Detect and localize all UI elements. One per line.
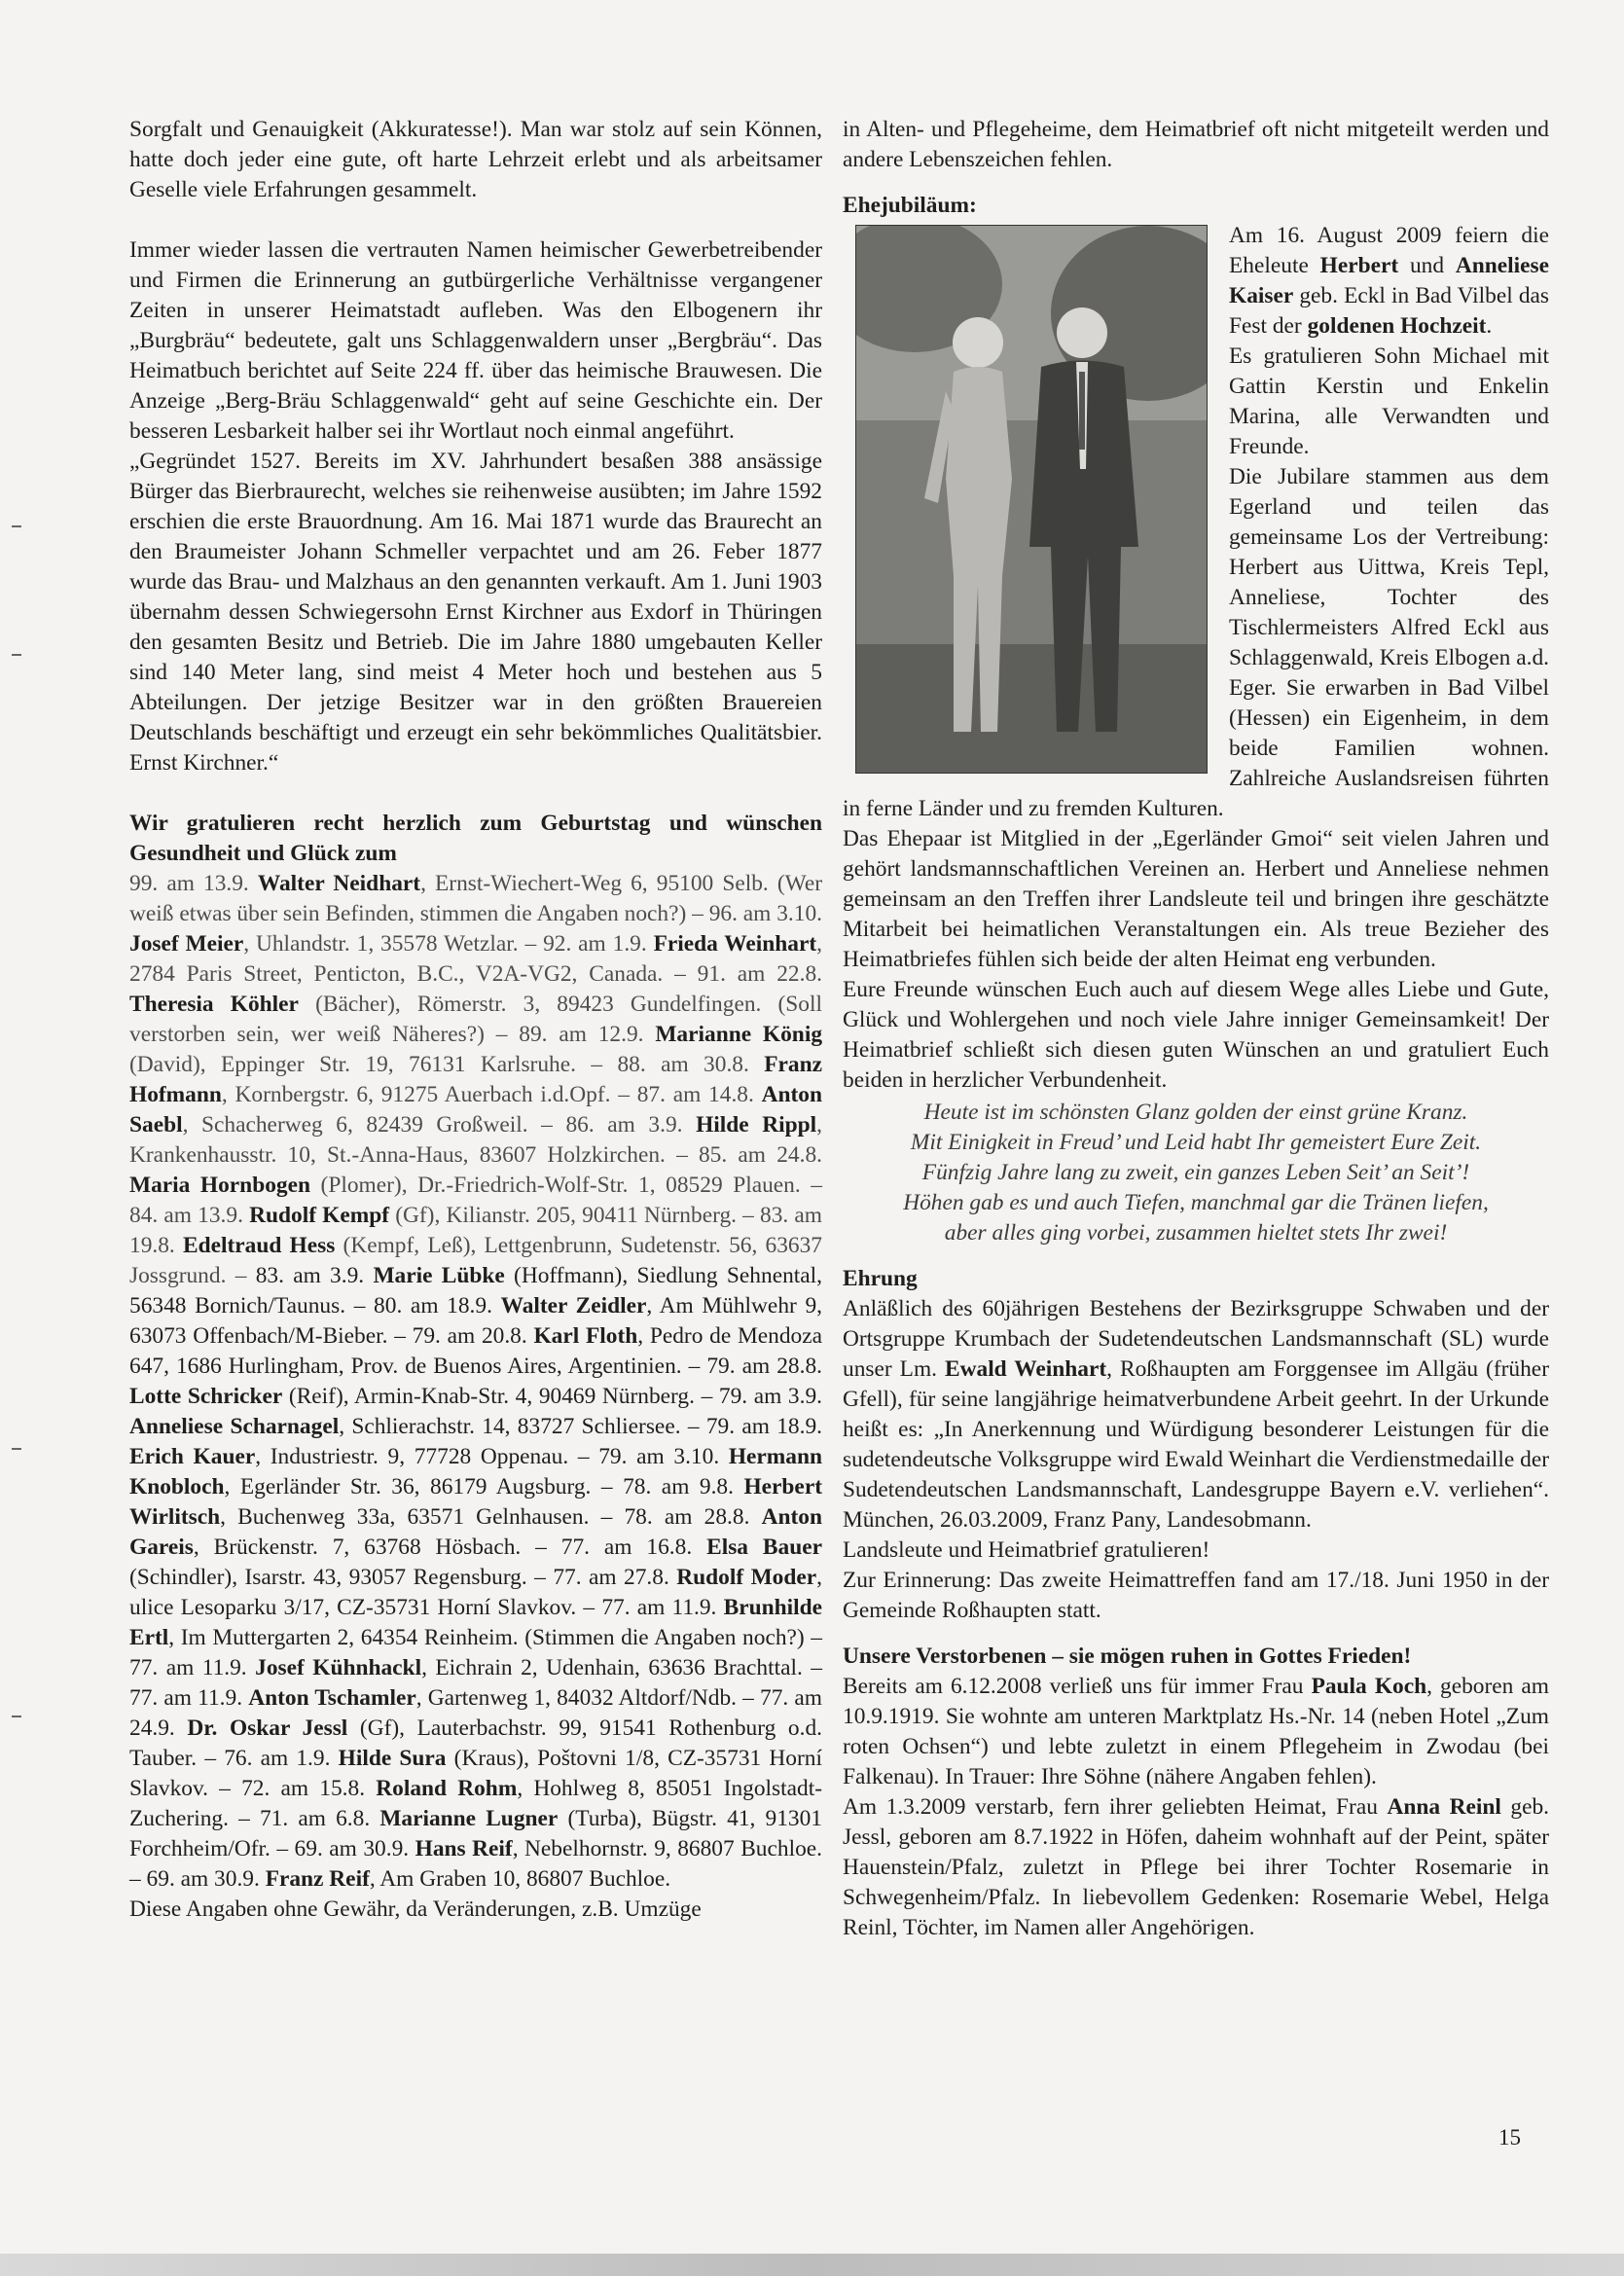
birthday-entry xyxy=(129,1655,822,1680)
poem-line: Heute ist im schönsten Glanz golden der einst grüne Kranz. xyxy=(923,1100,1468,1125)
obituary-paula-koch xyxy=(843,1672,1549,1792)
birthday-age-date: 92. am 1.9. xyxy=(543,931,654,957)
birthday-address: , Ernst-Wiechert-Weg 6, 95100 Selb. (Wer weiß etwas über sein Befinden, stimmen die Angaben noch?) – xyxy=(129,871,823,926)
birthday-address: , Brückenstr. 7, 63768 Hösbach. – xyxy=(193,1535,561,1560)
birthday-address: (Gf), Kilianstr. 205, 90411 Nürnberg. – xyxy=(389,1203,761,1228)
birthday-age-date: 77. am 11.9. xyxy=(129,1655,256,1680)
left-column xyxy=(129,115,822,1925)
text-span: Am 16. August 2009 feiern die Eheleute xyxy=(1229,223,1549,278)
section-heading-ehrung: Ehrung xyxy=(843,1266,918,1291)
birthday-age-date: 84. am 13.9. xyxy=(129,1203,250,1228)
birthday-address: (Bächer), Römerstr. 3, 89423 Gundelfingen. (Soll verstorben sein, wer weiß Näheres?) – xyxy=(129,992,823,1047)
margin-mark xyxy=(12,1448,21,1450)
birthday-name: Franz Hofmann xyxy=(129,1052,823,1107)
birthday-age-date: 79. am 28.8. xyxy=(706,1354,823,1379)
birthday-address: , Pedro de Mendoza 647, 1686 Hurlingham, Prov. de Buenos Aires, Argentinien. – xyxy=(129,1323,822,1379)
birthday-name: Roland Rohm xyxy=(376,1776,518,1801)
birthday-entry xyxy=(129,1685,760,1711)
birthday-address: , Krankenhausstr. 10, St.-Anna-Haus, 83607 Holzkirchen. – xyxy=(129,1112,822,1168)
birthday-age-date: 77. am 27.8. xyxy=(553,1565,677,1590)
person-name: Anneliese Kaiser xyxy=(1229,253,1549,308)
birthday-age-date: 79. am 3.10. xyxy=(598,1444,729,1469)
birthday-age-date: 91. am 22.8. xyxy=(697,961,822,987)
margin-mark xyxy=(12,654,21,656)
birthday-entry xyxy=(129,1203,760,1228)
poem-line: Mit Einigkeit in Freud’ und Leid habt Ihr gemeistert Eure Zeit. xyxy=(910,1130,1482,1155)
text-span: Bereits am 6.12.2008 verließ uns für immer Frau xyxy=(843,1674,1312,1699)
scan-edge xyxy=(0,2254,1624,2276)
right-column xyxy=(843,115,1549,1943)
birthday-address: (Turba), Bügstr. 41, 91301 Forchheim/Ofr. – xyxy=(129,1806,822,1861)
birthday-name: Anneliese Scharnagel xyxy=(129,1414,340,1439)
birthday-address: , Buchenweg 33a, 63571 Gelnhausen. – xyxy=(220,1504,625,1530)
birthday-name: Erich Kauer xyxy=(129,1444,256,1469)
paragraph-brewery-history: Immer wieder lassen die vertrauten Namen heimischer Gewerbetreibender und Firmen die Erinnerung an gutbürgerliche Verhältnisse vergangener Zeiten in unserer Heimatstadt aufleben. Was den Elbogenern ihr „Burgbräu“ bedeutete, galt uns Schlaggenwaldern unser „Bergbräu“. Das Heimatbuch berichtet auf Seite 224 ff. über das heimische Brauwesen. Die Anzeige „Berg-Bräu Schlaggenwald“ geht auf seine Geschichte ein. Der besseren Lesbarkeit halber sei ihr Wortlaut noch einmal angeführt. xyxy=(129,237,822,444)
birthday-age-date: 71. am 6.8. xyxy=(259,1806,380,1831)
birthday-address: , Schlierachstr. 14, 83727 Schliersee. – xyxy=(339,1414,706,1439)
birthday-age-date: 78. am 28.8. xyxy=(624,1504,762,1530)
birthday-name: Marianne König xyxy=(655,1022,823,1047)
birthday-age-date: 83. am 19.8. xyxy=(129,1203,822,1258)
birthday-name: Josef Meier xyxy=(129,931,244,957)
text-span: Am 1.3.2009 verstarb, fern ihrer geliebten Heimat, Frau xyxy=(843,1794,1388,1820)
text-span: , geboren am 10.9.1919. Sie wohnte am unteren Marktplatz Hs.-Nr. 14 (neben Hotel „Zum roten Ochsen“) und lebte zuletzt in einem Pflegeheim in Zwodau (bei Falkenau). In Trauer: Ihre Söhne (nähere Angaben fehlen). xyxy=(843,1674,1549,1789)
text-span: geb. Eckl in Bad Vilbel das Fest der xyxy=(1229,283,1549,339)
text-span: und xyxy=(1398,253,1456,278)
anniversary-congratulations: Es gratulieren Sohn Michael mit Gattin Kerstin und Enkelin Marina, alle Verwandten und Freunde. xyxy=(1229,343,1549,459)
couple-photo-illustration xyxy=(856,226,1207,773)
birthday-address: (Plomer), Dr.-Friedrich-Wolf-Str. 1, 08529 Plauen. – xyxy=(309,1173,822,1198)
section-heading-verstorbene: Unsere Verstorbenen – sie mögen ruhen in Gottes Frieden! xyxy=(843,1644,1412,1669)
birthday-name: Walter Neidhart xyxy=(257,871,421,896)
poem-line: Höhen gab es und auch Tiefen, manchmal gar die Tränen liefen, xyxy=(903,1190,1489,1215)
birthday-list xyxy=(129,869,822,1895)
birthday-address: , Eichrain 2, Udenhain, 63636 Brachttal. – xyxy=(421,1655,822,1680)
person-name: Herbert xyxy=(1319,253,1399,278)
birthday-address: (Schindler), Isarstr. 43, 93057 Regensburg. – xyxy=(129,1565,554,1590)
birthday-address: , Uhlandstr. 1, 35578 Wetzlar. – xyxy=(243,931,544,957)
birthday-age-date: 77. am 11.9. xyxy=(601,1595,724,1620)
anniversary-biography: Die Jubilare stammen aus dem Egerland und teilen das gemeinsame Los der Vertreibung: Herbert aus Uittwa, Kreis Tepl, Anneliese, Tochter des Tischlermeisters Alfred Eckl aus Schlaggenwald, Kreis Elbogen a.d. Eger. Sie erwarben in Bad Vilbel (Hessen) ein Eigenheim, in dem beide Familien wohnen. Zahlreiche Auslandsreisen führten in ferne Länder und zu fremden Kulturen. xyxy=(843,464,1549,821)
paragraph-brewery-quote: „Gegründet 1527. Bereits im XV. Jahrhundert besaßen 388 ansässige Bürger das Bierbraurecht, welches sie reihenweise ausübten; im Jahre 1592 erschien die erste Brauordnung. Am 16. Mai 1871 wurde das Braurecht an den Braumeister Johann Schmeller verpachtet und am 26. Feber 1877 wurde das Brau- und Malzhaus an den genannten verkauft. Am 1. Juni 1903 übernahm dessen Schwiegersohn Ernst Kirchner aus Exdorf in Thüringen den gesamten Besitz und Betrieb. Die im Jahre 1880 umgebauten Keller sind 140 Meter lang, sind meist 4 Meter hoch und bestehen aus 5 Abteilungen. Der jetzige Besitzer war in den größten Brauereien Deutschlands beschäftigt und erzeugt ein sehr bekömmliches Qualitätsbier. Ernst Kirchner.“ xyxy=(129,449,822,776)
margin-mark xyxy=(12,525,21,527)
person-name: Ewald Weinhart xyxy=(945,1356,1107,1382)
birthday-address: , Kornbergstr. 6, 91275 Auerbach i.d.Opf. – xyxy=(221,1082,637,1107)
birthday-age-date: 99. am 13.9. xyxy=(129,871,258,896)
birthday-name: Herbert Wirlitsch xyxy=(129,1474,822,1530)
paragraph-continuation: in Alten- und Pflegeheime, dem Heimatbrief oft nicht mitgeteilt werden und andere Lebenszeichen fehlen. xyxy=(843,117,1549,172)
birthday-heading: Wir gratulieren recht herzlich zum Geburtstag und wünschen Gesundheit und Glück zum xyxy=(129,811,822,866)
birthday-address: , Im Muttergarten 2, 64354 Reinheim. (Stimmen die Angaben noch?) – xyxy=(168,1625,822,1650)
birthday-age-date: 77. am 16.8. xyxy=(560,1535,707,1560)
margin-mark xyxy=(12,1716,21,1717)
birthday-age-date: 78. am 9.8. xyxy=(623,1474,744,1499)
birthday-address: , Gartenweg 1, 84032 Altdorf/Ndb. – xyxy=(415,1685,761,1711)
text-span: Anläßlich des 60jährigen Bestehens der Bezirksgruppe Schwaben und der Ortsgruppe Krumbach der Sudetendeutschen Landsmannschaft (SL) wurde unser Lm. xyxy=(843,1296,1549,1382)
person-name: Paula Koch xyxy=(1311,1674,1427,1699)
birthday-address: (Kempf, Leß), Lettgenbrunn, Sudetenstr. 56, 63637 Jossgrund. – xyxy=(129,1233,822,1288)
birthday-address: , Am Graben 10, 86807 Buchloe. xyxy=(369,1866,671,1892)
birthday-name: Franz Reif xyxy=(265,1866,370,1892)
poem-line: Fünfzig Jahre lang zu zweit, ein ganzes Leben Seit’ an Seit’! xyxy=(921,1160,1470,1185)
birthday-address: (Reif), Armin-Knab-Str. 4, 90469 Nürnberg. – xyxy=(282,1384,719,1409)
birthday-name: Rudolf Kempf xyxy=(249,1203,390,1228)
birthday-name: Josef Kühnhackl xyxy=(255,1655,422,1680)
paragraph-craftsmanship: Sorgfalt und Genauigkeit (Akkuratesse!). Man war stolz auf sein Können, hatte doch jeder eine gute, oft harte Lehrzeit erlebt und als arbeitsamer Geselle viele Erfahrungen gesammelt. xyxy=(129,117,822,202)
text-span: , Roßhaupten am Forggensee im Allgäu (früher Gfell), für seine langjährige heimatverbundene Arbeit geehrt. In der Urkunde heißt es: „In Anerkennung und Würdigung besonderer Leistungen für die sudetendeutsche Volksgruppe wird Ewald Weinhart die Verdienstmedaille der Sudetendeutschen Landsmannschaft, Landesgruppe Bayern e.V. verliehen“. München, 26.03.2009, Franz Pany, Landesobmann. xyxy=(843,1356,1549,1533)
birthday-address: , 2784 Paris Street, Penticton, B.C., V2A-VG2, Canada. – xyxy=(129,931,822,987)
birthday-address: , Hohlweg 8, 85051 Ingolstadt-Zuchering. – xyxy=(129,1776,823,1831)
section-heading-ehejubilaeum: Ehejubiläum: xyxy=(843,193,977,218)
birthday-address: , Schacherweg 6, 82439 Großweil. – xyxy=(182,1112,566,1138)
birthday-name: Maria Hornbogen xyxy=(129,1173,310,1198)
birthday-age-date: 83. am 3.9. xyxy=(255,1263,374,1288)
birthday-name: Rudolf Moder xyxy=(676,1565,817,1590)
birthday-name: Anton Tschamler xyxy=(248,1685,416,1711)
birthday-entry xyxy=(147,1866,671,1892)
birthday-address: (Gf), Lauterbachstr. 99, 91541 Rothenburg o.d. Tauber. – xyxy=(129,1716,822,1771)
birthday-address: , Industriestr. 9, 77728 Oppenau. – xyxy=(255,1444,599,1469)
birthday-name: Dr. Oskar Jessl xyxy=(187,1716,348,1741)
text-span: . xyxy=(1486,313,1493,339)
birthday-age-date: 89. am 12.9. xyxy=(519,1022,656,1047)
birthday-name: Hilde Sura xyxy=(338,1746,447,1771)
poem-line: aber alles ging vorbei, zusammen hieltet stets Ihr zwei! xyxy=(944,1220,1448,1246)
birthday-name: Hermann Knobloch xyxy=(129,1444,822,1499)
birthday-age-date: 69. am 30.9. xyxy=(146,1866,266,1892)
honour-paragraph xyxy=(843,1294,1549,1535)
birthday-age-date: 69. am 30.9. xyxy=(294,1836,415,1861)
birthday-name: Walter Zeidler xyxy=(500,1293,647,1319)
birthday-age-date: 79. am 3.9. xyxy=(718,1384,822,1409)
birthday-age-date: 80. am 18.9. xyxy=(374,1293,501,1319)
event-name: goldenen Hochzeit xyxy=(1307,313,1487,339)
anniversary-poem xyxy=(843,1098,1549,1248)
honour-congratulations: Landsleute und Heimatbrief gratulieren! xyxy=(843,1537,1210,1563)
anniversary-wishes: Eure Freunde wünschen Euch auch auf diesem Wege alles Liebe und Gute, Glück und Wohlergehen und noch viele Jahre inniger Gemeinsamkeit! Der Heimatbrief schließt sich diesen guten Wünschen an und gratuliert Euch beiden in herzlicher Verbundenheit. xyxy=(843,977,1549,1093)
birthday-age-date: 77. am 11.9. xyxy=(129,1685,249,1711)
birthday-name: Theresia Köhler xyxy=(129,992,299,1017)
anniversary-membership: Das Ehepaar ist Mitglied in der „Egerländer Gmoi“ seit vielen Jahren und gehört landsmannschaftlichen Vereinen an. Herbert und Anneliese nehmen gemeinsam an den Treffen ihrer Landsleute teil und bringen ihre geschätzte Mitarbeit bei heimatlichen Veranstaltungen ein. Als treue Bezieher des Heimatbriefes fühlen sich beide der alten Heimat eng verbunden. xyxy=(843,826,1549,972)
birthday-disclaimer: Diese Angaben ohne Gewähr, da Veränderungen, z.B. Umzüge xyxy=(129,1897,702,1922)
birthday-name: Hans Reif xyxy=(415,1836,513,1861)
birthday-address: (David), Eppinger Str. 19, 76131 Karlsruhe. – xyxy=(129,1052,618,1077)
birthday-age-date: 88. am 30.8. xyxy=(617,1052,765,1077)
birthday-name: Elsa Bauer xyxy=(706,1535,822,1560)
birthday-name: Frieda Weinhart xyxy=(653,931,817,957)
birthday-age-date: 86. am 3.9. xyxy=(565,1112,697,1138)
birthday-name: Lotte Schricker xyxy=(129,1384,283,1409)
birthday-age-date: 72. am 15.8. xyxy=(241,1776,377,1801)
birthday-age-date: 85. am 24.8. xyxy=(698,1142,822,1168)
birthday-name: Brunhilde Ertl xyxy=(129,1595,822,1650)
birthday-age-date: 76. am 1.9. xyxy=(224,1746,339,1771)
couple-photo xyxy=(855,225,1208,774)
birthday-age-date: 79. am 18.9. xyxy=(705,1414,822,1439)
birthday-age-date: 77. am 24.9. xyxy=(129,1685,822,1741)
birthday-name: Hilde Rippl xyxy=(696,1112,817,1138)
birthday-name: Edeltraud Hess xyxy=(182,1233,336,1258)
birthday-name: Marianne Lugner xyxy=(379,1806,559,1831)
person-name: Anna Reinl xyxy=(1387,1794,1501,1820)
birthday-name: Anton Gareis xyxy=(129,1504,822,1560)
page-number: 15 xyxy=(1498,2125,1521,2150)
text-span: geb. Jessl, geboren am 8.7.1922 in Höfen, daheim wohnhaft auf der Peint, später Hauenstein/Pfalz, zuletzt in Pflege bei ihrer Tochter Rosemarie in Schwegenheim/Pfalz. In liebevollem Gedenken: Rosemarie Webel, Helga Reinl, Töchter, im Namen aller Angehörigen. xyxy=(843,1794,1550,1940)
birthday-age-date: 87. am 14.8. xyxy=(636,1082,762,1107)
birthday-address: , ulice Lesoparku 3/17, CZ-35731 Horní Slavkov. – xyxy=(129,1565,822,1620)
birthday-address: , Am Mühlwehr 9, 63073 Offenbach/M-Bieber. – xyxy=(129,1293,822,1349)
obituary-anna-reinl xyxy=(843,1792,1549,1943)
birthday-name: Marie Lübke xyxy=(373,1263,505,1288)
honour-reminder: Zur Erinnerung: Das zweite Heimattreffen fand am 17./18. Juni 1950 in der Gemeinde Roßhaupten statt. xyxy=(843,1568,1549,1623)
birthday-name: Karl Floth xyxy=(533,1323,638,1349)
birthday-name: Anton Saebl xyxy=(129,1082,822,1138)
birthday-address: , Nebelhornstr. 9, 86807 Buchloe. – xyxy=(129,1836,822,1892)
birthday-address: , Egerländer Str. 36, 86179 Augsburg. – xyxy=(224,1474,624,1499)
birthday-address: (Hoffmann), Siedlung Sehnental, 56348 Bornich/Taunus. – xyxy=(129,1263,822,1319)
birthday-address: (Kraus), Poštovni 1/8, CZ-35731 Horní Slavkov. – xyxy=(129,1746,822,1801)
birthday-age-date: 96. am 3.10. xyxy=(708,901,823,926)
birthday-age-date: 79. am 20.8. xyxy=(412,1323,534,1349)
